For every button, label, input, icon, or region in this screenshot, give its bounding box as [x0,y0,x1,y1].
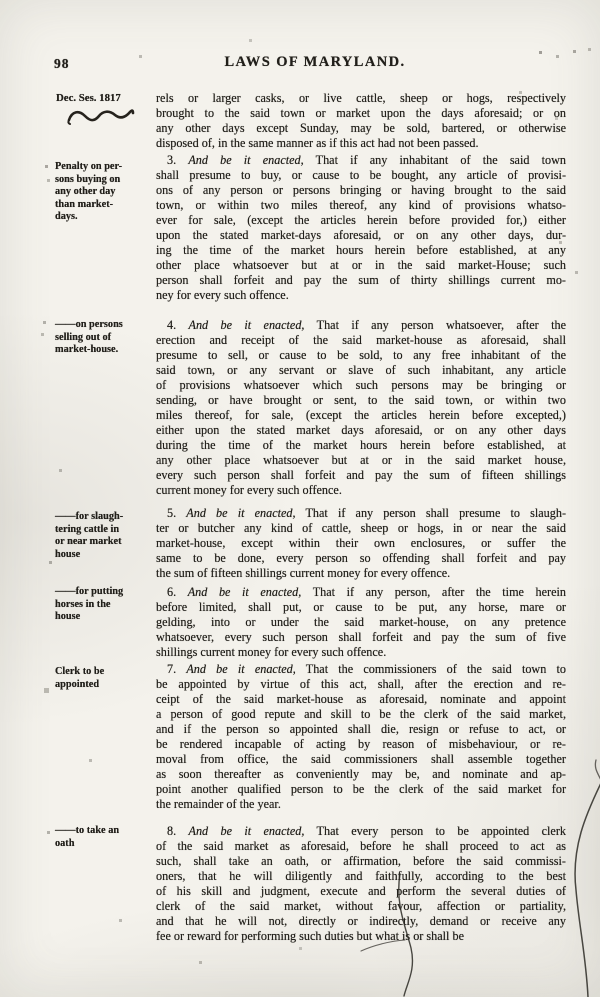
text-line: whatsoever, every such person shall forfeit and pay the sum of five [156,630,566,644]
session-date-note: Dec. Ses. 1817 [56,92,121,104]
text-line: ing the time of the market hours herein before established, at any [156,243,566,257]
margin-note-line: horses in the [55,598,111,610]
text-line: said town, or any servant or slave of such inhabitant, any article [156,363,566,377]
text-line: rels or larger casks, or live cattle, sheep or hogs, respectively [156,91,566,105]
margin-note-line: oath [55,837,75,849]
text-line: current money for every such offence. [156,483,342,497]
text-line: be rendered incapable of acting by reason of misbehaviour, or re- [156,737,566,751]
margin-note-line: or near market [55,536,122,547]
scan-noise-specks [0,0,1,1]
margin-note-line: sons buying on [55,173,121,185]
text-line: shillings current money for every such offence. [156,645,387,659]
margin-note-line: ——for slaugh- [55,511,124,522]
text-line: upon the stated market-days aforesaid, or on any other days, dur- [156,228,566,242]
text-line: ceipt of the said market-house as aforesaid, nominate and appoint [156,692,566,706]
text-line: gelding, into or under the said market-house, on any pretence [156,615,566,629]
margin-note-line: market-house. [55,344,119,355]
text-column [156,0,566,997]
text-line: market-house, except within their own enclosures, or suffer the [156,536,566,550]
text-line: brought to the said town or market upon the days aforesaid; or on [156,106,566,120]
margin-note-line: than market- [55,198,114,210]
text-line: 6. And be it enacted, That if any person, after the time herein [167,585,566,599]
text-line: 5. And be it enacted, That if any person shall presume to slaugh- [167,506,566,520]
text-line: such, shall take an oath, or affirmation, before the said commissi- [156,854,566,868]
text-line: of his skill and judgment, execute and perform the several duties of [156,884,566,898]
text-line: other place whatsoever but at or in the said market-House; such [156,258,566,272]
text-line: and that he will not, directly or indirectly, demand or receive any [156,914,566,928]
page-number: 98 [54,56,70,71]
text-line: during the time of the market hours herein before established, at [156,438,566,452]
margin-note-line: house [55,611,81,622]
text-line: fee or reward for performing such duties but what is or shall be [156,929,464,943]
text-line: 7. And be it enacted, That the commissioners of the said town to [167,662,566,676]
text-line: 3. And be it enacted, That if any inhabitant of the said town [167,153,566,167]
statute-section-3 [156,153,566,303]
text-line: presume to sell, or cause to be sold, to any free inhabitant of the [156,348,566,362]
text-line: shall presume to buy, or cause to be bought, any article of provisi- [156,168,566,182]
margin-note-line: Clerk to be [55,666,105,677]
statute-section-8 [156,824,566,944]
statute-section-6 [156,585,566,660]
text-line: ever for sale, (except the articles herein before provided for,) either [156,213,566,227]
margin-note-line: Penalty on per- [55,161,123,172]
statute-section-4 [156,318,566,498]
margin-note-line: selling out of [55,331,112,343]
text-line: point another qualified person to be the clerk of the said market for [156,782,566,796]
text-line: of provisions whatsoever which such persons may be bringing or [156,378,566,392]
margin-note-line: house [55,548,81,560]
text-line: disposed of, in the same manner as if this act had not been passed. [156,136,479,150]
text-line: same to be done, every person so offending shall forfeit and pay [156,551,566,565]
margin-note-section-3 [55,161,154,224]
page-header-title: LAWS OF MARYLAND. [224,54,406,70]
text-line: every such person shall forfeit and pay the sum of fifteen shillings [156,468,566,482]
text-line: either upon the stated market days aforesaid, or on any other days [156,423,566,437]
statute-continuation [156,91,566,151]
margin-note-line: ——on persons [55,319,123,330]
text-line: erection and receipt of the said market-house as aforesaid, shall [156,333,566,347]
text-line: the remainder of the year. [156,797,281,811]
text-line: 4. And be it enacted, That if any person whatsoever, after the [167,318,566,332]
margin-note-line: ——for putting [55,586,124,597]
margin-note-section-4 [55,319,154,357]
text-line: of the said market as aforesaid, before he shall proceed to act as [156,839,566,853]
text-line: the sum of fifteen shillings current money for every offence. [156,566,451,580]
text-line: moval from office, the said commissioners shall assemble together [156,752,566,766]
text-line: ons of any person or persons bringing or having brought to the said [156,183,566,197]
text-line: town, or within two miles thereof, any kind of provisions whatso- [156,198,566,212]
text-line: as soon thereafter as conveniently may be, and nominate and ap- [156,767,566,781]
margin-note-section-8 [55,825,154,850]
text-line: 8. And be it enacted, That every person to be appointed clerk [167,824,566,838]
text-line: any other place whatsoever but at or in the said market house, [156,453,566,467]
text-line: sending, or have brought or sent, to the said town, or within two [156,393,566,407]
text-line: be appointed by virtue of this act, shall, after the erection and re- [156,677,566,691]
text-line: clerk of the said market, without favour, affection or partiality, [156,899,566,913]
margin-note-section-5 [55,511,154,561]
text-line: ter or butcher any kind of cattle, sheep or hogs, in or near the said [156,521,566,535]
statute-section-7 [156,662,566,812]
text-line: ney for every such offence. [156,288,289,302]
text-line: oners, that he will diligently and faithfully, according to the best [156,869,566,883]
margin-note-section-6 [55,586,154,624]
text-line: person shall forfeit and pay the sum of thirty shillings current mo- [156,273,566,287]
text-line: before limited, shall put, or cause to be put, any horse, mare or [156,600,566,614]
margin-note-line: ——to take an [55,825,120,836]
statute-section-5 [156,506,566,581]
text-line: any other days except Sunday, may be sold, bartered, or otherwise [156,121,566,135]
margin-note-line: any other day [55,186,116,197]
text-line: a person of good repute and skill to be the clerk of the said market, [156,707,566,721]
text-line: miles thereof, for sale, (except the articles herein before excepted,) [156,408,566,422]
margin-note-line: tering cattle in [55,523,120,535]
text-line: and if the person so appointed shall die, resign or refuse to act, or [156,722,566,736]
margin-note-line: appointed [55,678,100,690]
margin-column [0,0,154,997]
margin-note-line: days. [55,211,78,222]
margin-note-section-7 [55,666,154,691]
